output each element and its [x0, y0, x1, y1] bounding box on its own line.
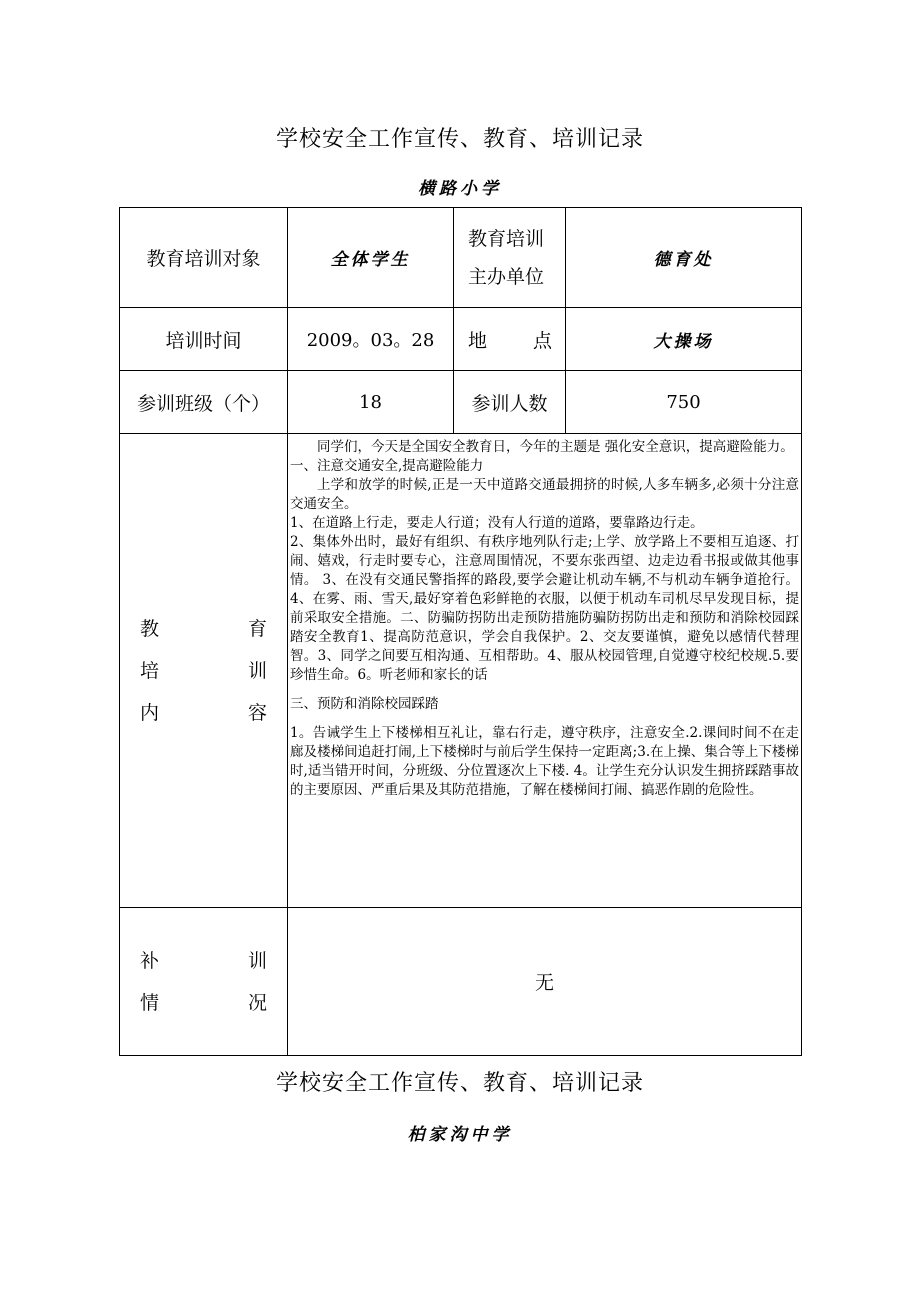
- label-time: 培训时间: [120, 308, 288, 371]
- label-supplement-char: 补: [140, 949, 160, 972]
- content-intro: 同学们，今天是全国安全教育日，今年的主题是 强化安全意识，提高避险能力。: [317, 439, 794, 455]
- label-host-line1: 教育培训: [468, 227, 545, 250]
- label-content-char: 内: [140, 701, 160, 724]
- value-time: 2009。03。28: [288, 308, 454, 371]
- label-place-text: 地点: [468, 329, 552, 352]
- label-content-char: 训: [247, 659, 267, 682]
- record2-school-name: 柏家沟中学: [407, 1125, 513, 1145]
- label-host-line2: 主办单位: [468, 265, 545, 288]
- value-host: 德育处: [566, 208, 802, 308]
- label-people: 参训人数: [454, 371, 566, 434]
- label-host: [454, 208, 566, 308]
- content-section1-item1: 1、在道路上行走，要走人行道；没有人行道的道路，要靠路边行走。: [290, 515, 704, 531]
- content-section1-items: 2、集体外出时，最好有组织、有秩序地列队行走;上学、放学路上不要相互追逐、打闹、嬉戏，行走时要专心，注意周围情况，不要东张西望、边走边看书报或做其他事情。 3、在没有交通民警指挥的路段,要学会避让机动车辆,不与机动车辆争道抢行。 4、在雾、雨、雪天,最好穿着色彩鲜艳的衣服，以便于机动车司机尽早发现目标，提前采取安全措施。二、防骗防拐防出走预防措施防骗防拐防出走和预防和消除校园踩踏安全教育1、提高防范意识，学会自我保护。2、交友要谨慎，避免以感情代替理智。3、同学之间要互相沟通、互相帮助。4、服从校园管理,自觉遵守校纪校规.5.要珍惜生命。6。听老师和家长的话: [290, 534, 799, 683]
- value-people: 750: [566, 371, 802, 434]
- label-target: 教育培训对象: [120, 208, 288, 308]
- label-place: [454, 308, 566, 371]
- value-classes: 18: [288, 371, 454, 434]
- content-section3-paragraph: 1。告诫学生上下楼梯相互礼让，靠右行走，遵守秩序，注意安全.2.课间时间不在走廊及楼梯间追赶打闹,上下楼梯时与前后学生保持一定距离;3.在上操、集合等上下楼梯时,适当错开时间，分班级、分位置逐次上下楼. 4。让学生充分认识发生拥挤踩踏事故的主要原因、严重后果及其防范措施，了解在楼梯间打闹、搞恶作剧的危险性。: [290, 725, 799, 798]
- label-content-char: 容: [247, 701, 267, 724]
- label-content-char: 培: [140, 659, 160, 682]
- record-title: 学校安全工作宣传、教育、培训记录: [275, 127, 644, 152]
- training-content: [288, 434, 802, 908]
- value-supplement: 无: [288, 908, 802, 1056]
- label-supplement-char: 情: [140, 991, 160, 1014]
- content-section1-paragraph: 上学和放学的时候,正是一天中道路交通最拥挤的时候,人多车辆多,必须十分注意交通安全。: [290, 477, 799, 512]
- record2-title: 学校安全工作宣传、教育、培训记录: [275, 1071, 644, 1096]
- label-content: [120, 434, 288, 908]
- content-section3-title: 三、预防和消除校园踩踏: [290, 696, 439, 712]
- label-content-char: 育: [247, 617, 267, 640]
- label-supplement: [120, 908, 288, 1056]
- school-name: 横路小学: [418, 179, 502, 199]
- value-target: 全体学生: [288, 208, 454, 308]
- content-section1-title: 一、注意交通安全,提高避险能力: [290, 458, 484, 474]
- label-classes: 参训班级（个）: [120, 371, 288, 434]
- training-record-table: [119, 207, 802, 1056]
- label-supplement-char: 况: [247, 991, 267, 1014]
- label-content-char: 教: [140, 617, 160, 640]
- value-place: 大操场: [566, 308, 802, 371]
- label-supplement-char: 训: [247, 949, 267, 972]
